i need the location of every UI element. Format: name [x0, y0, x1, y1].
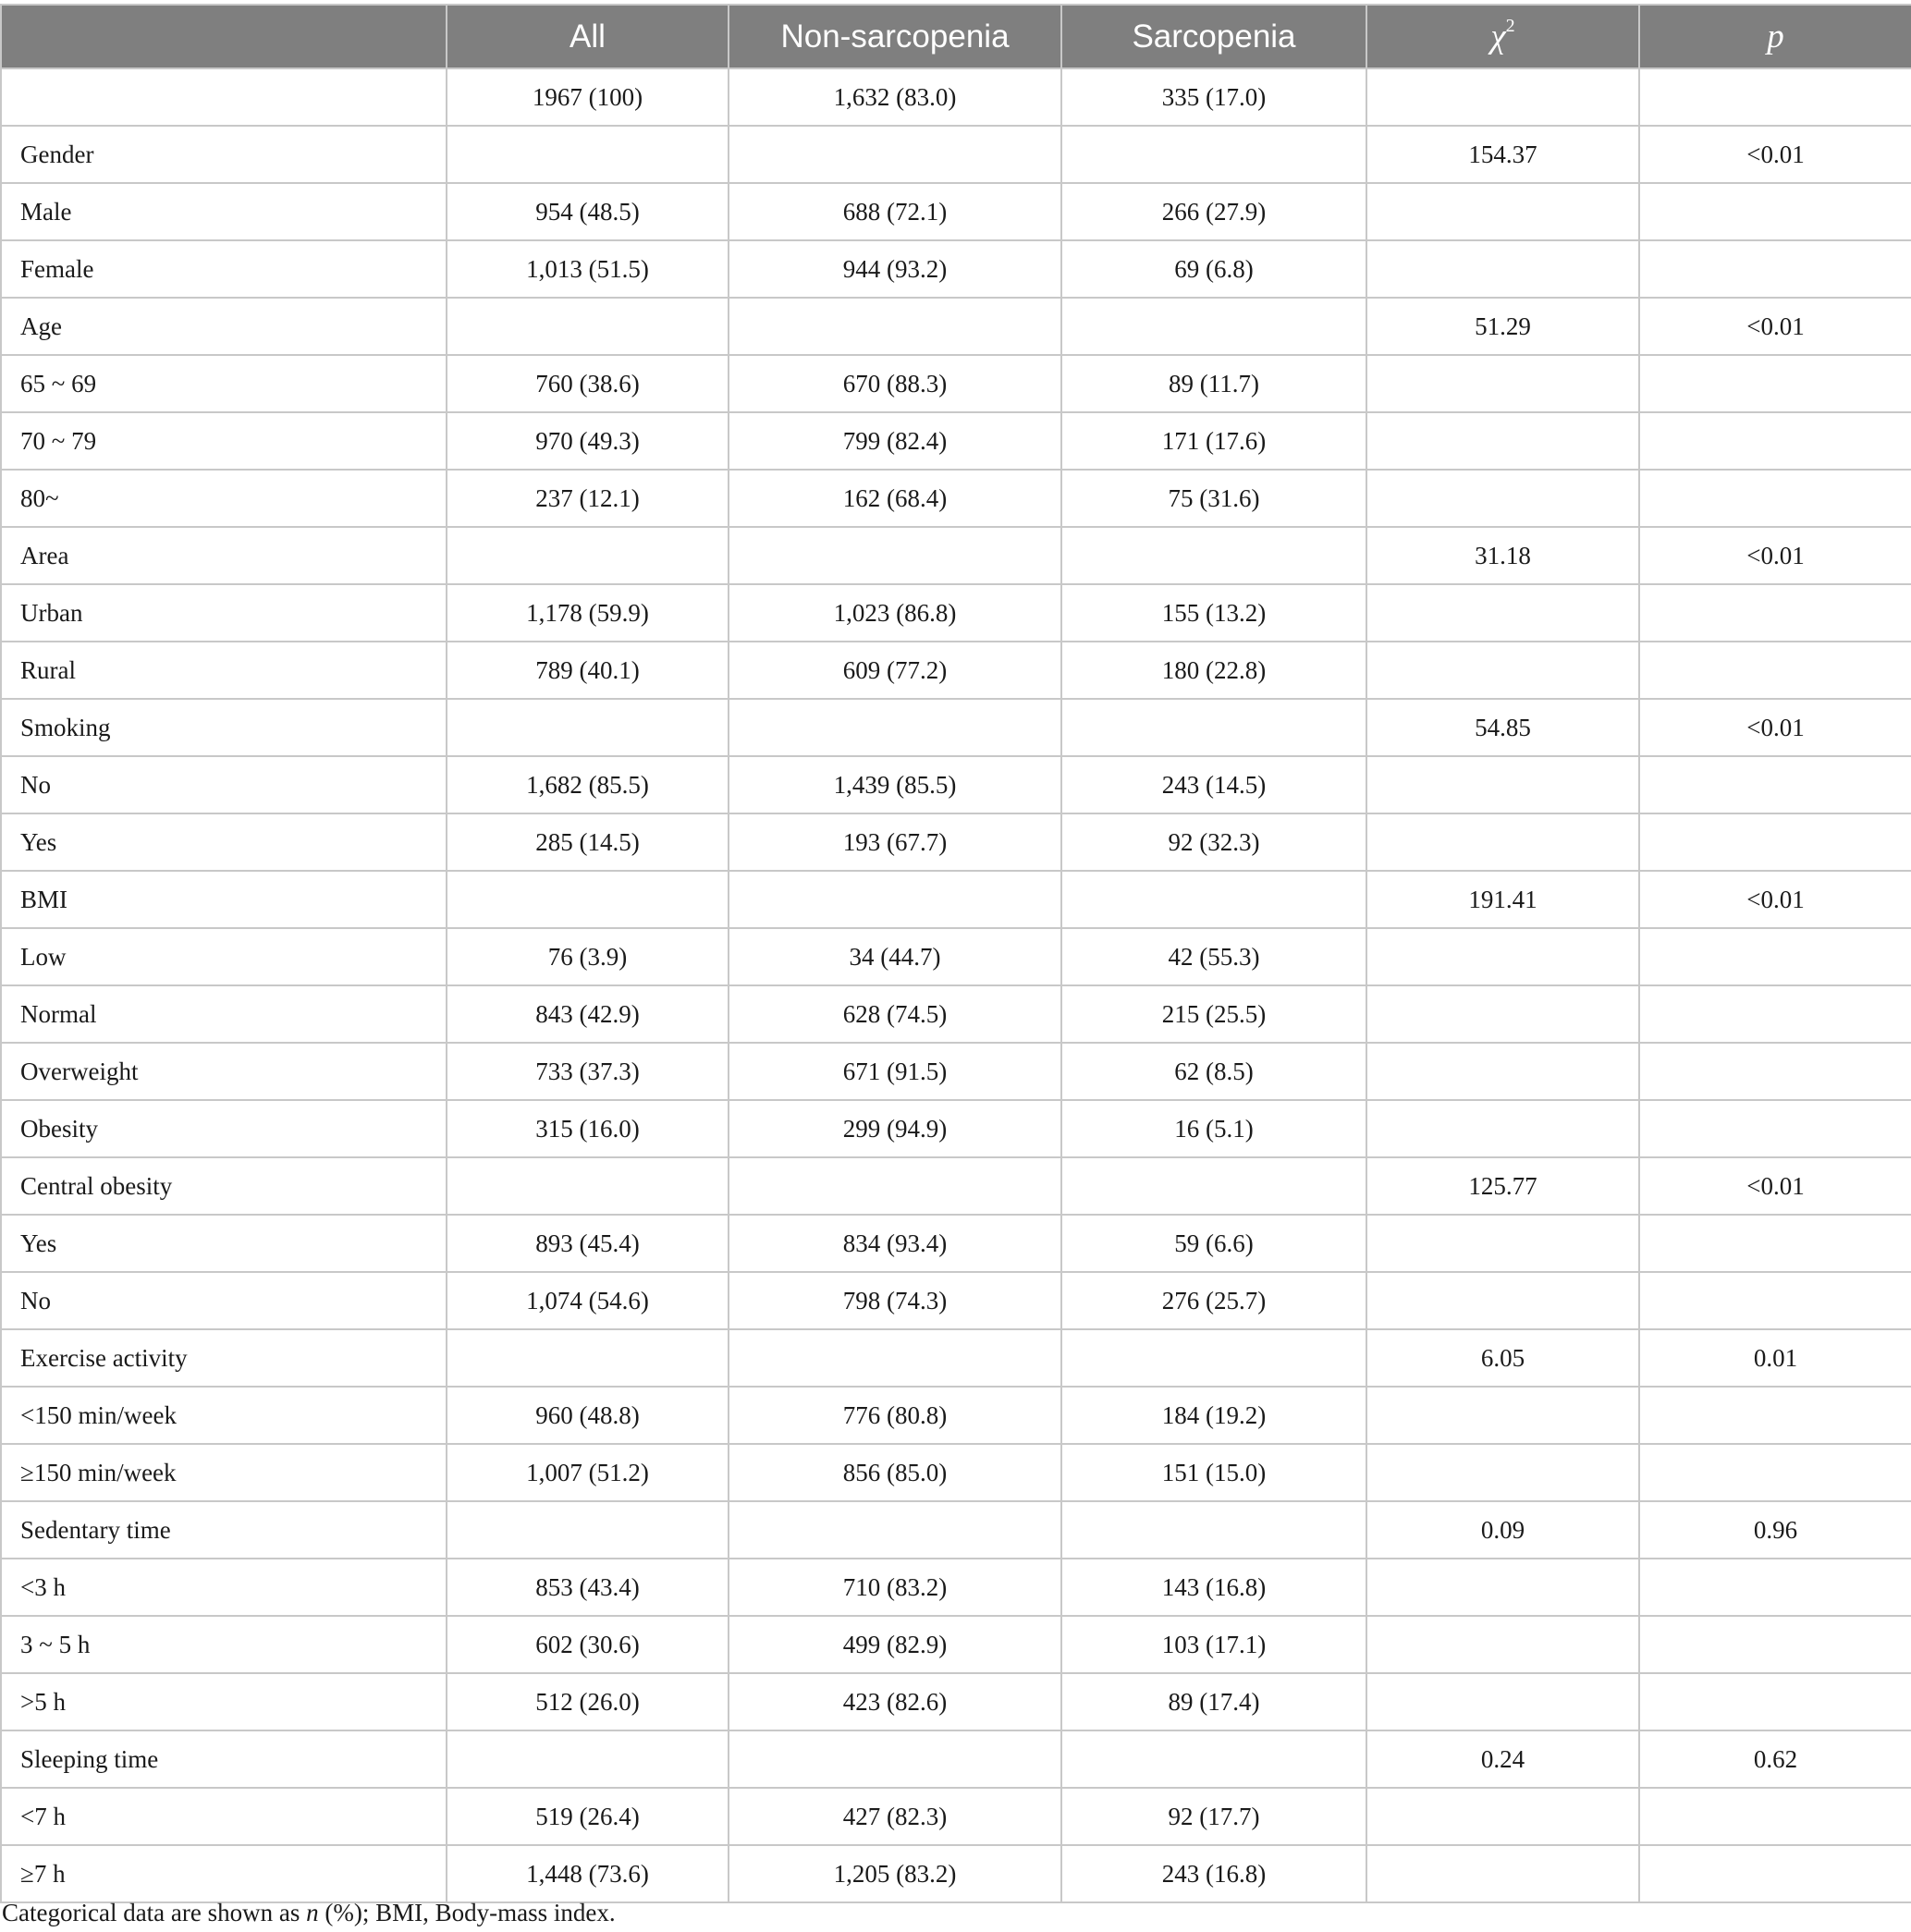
table-row — [1, 527, 1911, 584]
cell-sarcopenia — [1061, 527, 1366, 584]
cell-all: 1,448 (73.6) — [447, 1845, 729, 1902]
cell-chi-square — [1366, 412, 1639, 470]
row-label: Area — [1, 527, 447, 584]
header-sarcopenia: Sarcopenia — [1061, 5, 1366, 68]
cell-all: 1,074 (54.6) — [447, 1272, 729, 1329]
cell-non-sarcopenia — [729, 126, 1061, 183]
header-non-sarcopenia: Non-sarcopenia — [729, 5, 1061, 68]
cell-sarcopenia: 42 (55.3) — [1061, 928, 1366, 985]
table-row — [1, 642, 1911, 699]
cell-chi-square — [1366, 1616, 1639, 1673]
cell-p-value — [1639, 1673, 1911, 1730]
row-label: Yes — [1, 1215, 447, 1272]
cell-sarcopenia: 92 (17.7) — [1061, 1788, 1366, 1845]
cell-non-sarcopenia: 834 (93.4) — [729, 1215, 1061, 1272]
cell-sarcopenia: 184 (19.2) — [1061, 1387, 1366, 1444]
cell-non-sarcopenia: 162 (68.4) — [729, 470, 1061, 527]
cell-non-sarcopenia: 688 (72.1) — [729, 183, 1061, 240]
cell-chi-square — [1366, 584, 1639, 642]
cell-chi-square — [1366, 813, 1639, 871]
cell-non-sarcopenia: 499 (82.9) — [729, 1616, 1061, 1673]
cell-sarcopenia — [1061, 871, 1366, 928]
cell-p-value — [1639, 928, 1911, 985]
cell-sarcopenia: 75 (31.6) — [1061, 470, 1366, 527]
row-label: Low — [1, 928, 447, 985]
cell-non-sarcopenia: 34 (44.7) — [729, 928, 1061, 985]
cell-all: 1,682 (85.5) — [447, 756, 729, 813]
cell-all: 1,013 (51.5) — [447, 240, 729, 298]
table-row — [1, 813, 1911, 871]
cell-non-sarcopenia: 671 (91.5) — [729, 1043, 1061, 1100]
table-row — [1, 1043, 1911, 1100]
cell-non-sarcopenia: 193 (67.7) — [729, 813, 1061, 871]
cell-sarcopenia: 171 (17.6) — [1061, 412, 1366, 470]
table-row — [1, 1788, 1911, 1845]
cell-sarcopenia: 180 (22.8) — [1061, 642, 1366, 699]
cell-non-sarcopenia: 670 (88.3) — [729, 355, 1061, 412]
chi-superscript: 2 — [1505, 15, 1515, 36]
cell-all — [447, 1329, 729, 1387]
cell-sarcopenia: 89 (17.4) — [1061, 1673, 1366, 1730]
row-label: Normal — [1, 985, 447, 1043]
cell-p-value — [1639, 813, 1911, 871]
cell-p-value — [1639, 412, 1911, 470]
cell-chi-square — [1366, 1788, 1639, 1845]
cell-p-value — [1639, 183, 1911, 240]
cell-p-value: 0.62 — [1639, 1730, 1911, 1788]
cell-chi-square: 0.24 — [1366, 1730, 1639, 1788]
cell-all: 960 (48.8) — [447, 1387, 729, 1444]
cell-non-sarcopenia — [729, 527, 1061, 584]
cell-sarcopenia: 143 (16.8) — [1061, 1559, 1366, 1616]
row-label: Obesity — [1, 1100, 447, 1157]
cell-chi-square — [1366, 1043, 1639, 1100]
cell-all — [447, 298, 729, 355]
cell-p-value — [1639, 1100, 1911, 1157]
cell-sarcopenia: 69 (6.8) — [1061, 240, 1366, 298]
row-label: Central obesity — [1, 1157, 447, 1215]
cell-non-sarcopenia: 856 (85.0) — [729, 1444, 1061, 1501]
row-label: Yes — [1, 813, 447, 871]
cell-chi-square: 191.41 — [1366, 871, 1639, 928]
cell-p-value — [1639, 1559, 1911, 1616]
row-label: Female — [1, 240, 447, 298]
header-chi-square — [1366, 5, 1639, 68]
cell-chi-square — [1366, 1215, 1639, 1272]
cell-all: 893 (45.4) — [447, 1215, 729, 1272]
cell-chi-square: 6.05 — [1366, 1329, 1639, 1387]
cell-sarcopenia: 335 (17.0) — [1061, 68, 1366, 126]
cell-chi-square: 154.37 — [1366, 126, 1639, 183]
cell-all: 237 (12.1) — [447, 470, 729, 527]
cell-p-value: <0.01 — [1639, 1157, 1911, 1215]
table-row — [1, 1730, 1911, 1788]
cell-all — [447, 1501, 729, 1559]
row-label: BMI — [1, 871, 447, 928]
row-label: Male — [1, 183, 447, 240]
header-variable — [1, 5, 447, 68]
table-row — [1, 1100, 1911, 1157]
cell-chi-square: 0.09 — [1366, 1501, 1639, 1559]
cell-sarcopenia: 243 (14.5) — [1061, 756, 1366, 813]
cell-p-value — [1639, 1788, 1911, 1845]
cell-p-value — [1639, 642, 1911, 699]
cell-p-value — [1639, 1387, 1911, 1444]
cell-chi-square: 54.85 — [1366, 699, 1639, 756]
row-label: Urban — [1, 584, 447, 642]
footnote-n: n — [306, 1899, 319, 1926]
cell-sarcopenia: 89 (11.7) — [1061, 355, 1366, 412]
cell-non-sarcopenia — [729, 699, 1061, 756]
table-row — [1, 699, 1911, 756]
cell-chi-square — [1366, 355, 1639, 412]
table-row — [1, 1845, 1911, 1902]
sarcopenia-characteristics-table — [0, 4, 1911, 1903]
table-row — [1, 756, 1911, 813]
cell-sarcopenia — [1061, 126, 1366, 183]
row-label: 3 ~ 5 h — [1, 1616, 447, 1673]
cell-non-sarcopenia: 1,439 (85.5) — [729, 756, 1061, 813]
cell-sarcopenia — [1061, 1501, 1366, 1559]
row-label: Rural — [1, 642, 447, 699]
cell-p-value: <0.01 — [1639, 527, 1911, 584]
cell-non-sarcopenia: 799 (82.4) — [729, 412, 1061, 470]
table-row — [1, 1157, 1911, 1215]
row-label: <3 h — [1, 1559, 447, 1616]
cell-non-sarcopenia — [729, 1730, 1061, 1788]
cell-p-value: <0.01 — [1639, 126, 1911, 183]
table-row — [1, 68, 1911, 126]
cell-p-value: <0.01 — [1639, 298, 1911, 355]
cell-non-sarcopenia: 944 (93.2) — [729, 240, 1061, 298]
row-label: Age — [1, 298, 447, 355]
cell-non-sarcopenia: 710 (83.2) — [729, 1559, 1061, 1616]
cell-chi-square — [1366, 1845, 1639, 1902]
cell-chi-square — [1366, 240, 1639, 298]
table-row — [1, 871, 1911, 928]
table-row — [1, 470, 1911, 527]
cell-non-sarcopenia: 1,632 (83.0) — [729, 68, 1061, 126]
cell-sarcopenia: 276 (25.7) — [1061, 1272, 1366, 1329]
row-label: Gender — [1, 126, 447, 183]
table-row — [1, 1444, 1911, 1501]
cell-p-value — [1639, 1845, 1911, 1902]
row-label: Smoking — [1, 699, 447, 756]
table-row — [1, 1559, 1911, 1616]
cell-chi-square — [1366, 1444, 1639, 1501]
cell-all: 954 (48.5) — [447, 183, 729, 240]
footnote-after: (%); BMI, Body-mass index. — [318, 1899, 616, 1926]
row-label: ≥150 min/week — [1, 1444, 447, 1501]
cell-chi-square — [1366, 470, 1639, 527]
cell-all: 843 (42.9) — [447, 985, 729, 1043]
table-row — [1, 412, 1911, 470]
row-label: Sedentary time — [1, 1501, 447, 1559]
cell-all: 1,178 (59.9) — [447, 584, 729, 642]
row-label: Exercise activity — [1, 1329, 447, 1387]
cell-p-value — [1639, 756, 1911, 813]
cell-chi-square — [1366, 183, 1639, 240]
cell-all — [447, 527, 729, 584]
cell-non-sarcopenia — [729, 871, 1061, 928]
row-label: >5 h — [1, 1673, 447, 1730]
table-footnote — [2, 1899, 616, 1927]
table-row — [1, 584, 1911, 642]
cell-all — [447, 699, 729, 756]
cell-chi-square — [1366, 756, 1639, 813]
cell-all: 1,007 (51.2) — [447, 1444, 729, 1501]
table-row — [1, 1329, 1911, 1387]
table-row — [1, 298, 1911, 355]
cell-all: 285 (14.5) — [447, 813, 729, 871]
cell-p-value: 0.01 — [1639, 1329, 1911, 1387]
footnote-before: Categorical data are shown as — [2, 1899, 307, 1926]
cell-non-sarcopenia — [729, 1329, 1061, 1387]
row-label: No — [1, 1272, 447, 1329]
cell-sarcopenia: 243 (16.8) — [1061, 1845, 1366, 1902]
cell-chi-square — [1366, 642, 1639, 699]
cell-p-value — [1639, 1444, 1911, 1501]
cell-all: 970 (49.3) — [447, 412, 729, 470]
cell-p-value — [1639, 470, 1911, 527]
cell-non-sarcopenia — [729, 298, 1061, 355]
cell-non-sarcopenia: 427 (82.3) — [729, 1788, 1061, 1845]
cell-all — [447, 126, 729, 183]
cell-non-sarcopenia: 1,205 (83.2) — [729, 1845, 1061, 1902]
cell-sarcopenia: 92 (32.3) — [1061, 813, 1366, 871]
cell-sarcopenia — [1061, 1730, 1366, 1788]
cell-sarcopenia: 59 (6.6) — [1061, 1215, 1366, 1272]
cell-p-value: <0.01 — [1639, 871, 1911, 928]
cell-all: 519 (26.4) — [447, 1788, 729, 1845]
table-row — [1, 355, 1911, 412]
table-row — [1, 1387, 1911, 1444]
cell-sarcopenia: 103 (17.1) — [1061, 1616, 1366, 1673]
cell-all — [447, 1730, 729, 1788]
cell-sarcopenia: 16 (5.1) — [1061, 1100, 1366, 1157]
cell-p-value — [1639, 1272, 1911, 1329]
row-label: 80~ — [1, 470, 447, 527]
cell-p-value: 0.96 — [1639, 1501, 1911, 1559]
cell-sarcopenia — [1061, 298, 1366, 355]
cell-sarcopenia: 155 (13.2) — [1061, 584, 1366, 642]
cell-chi-square — [1366, 985, 1639, 1043]
row-label: ≥7 h — [1, 1845, 447, 1902]
cell-p-value — [1639, 355, 1911, 412]
cell-non-sarcopenia: 423 (82.6) — [729, 1673, 1061, 1730]
header-p-value: p — [1639, 5, 1911, 68]
row-label: 70 ~ 79 — [1, 412, 447, 470]
row-label — [1, 68, 447, 126]
cell-non-sarcopenia: 299 (94.9) — [729, 1100, 1061, 1157]
table-row — [1, 126, 1911, 183]
cell-all: 76 (3.9) — [447, 928, 729, 985]
table-container — [0, 4, 1911, 1903]
row-label: Sleeping time — [1, 1730, 447, 1788]
cell-all: 733 (37.3) — [447, 1043, 729, 1100]
cell-sarcopenia — [1061, 1329, 1366, 1387]
cell-sarcopenia: 151 (15.0) — [1061, 1444, 1366, 1501]
row-label: <150 min/week — [1, 1387, 447, 1444]
cell-non-sarcopenia: 609 (77.2) — [729, 642, 1061, 699]
cell-p-value — [1639, 240, 1911, 298]
cell-non-sarcopenia: 776 (80.8) — [729, 1387, 1061, 1444]
cell-all — [447, 871, 729, 928]
cell-chi-square — [1366, 928, 1639, 985]
cell-chi-square: 31.18 — [1366, 527, 1639, 584]
cell-sarcopenia: 266 (27.9) — [1061, 183, 1366, 240]
row-label: <7 h — [1, 1788, 447, 1845]
cell-sarcopenia — [1061, 1157, 1366, 1215]
row-label: Overweight — [1, 1043, 447, 1100]
cell-p-value — [1639, 584, 1911, 642]
cell-chi-square — [1366, 1673, 1639, 1730]
cell-p-value — [1639, 1215, 1911, 1272]
table-row — [1, 1272, 1911, 1329]
cell-all: 315 (16.0) — [447, 1100, 729, 1157]
cell-all: 602 (30.6) — [447, 1616, 729, 1673]
cell-all: 512 (26.0) — [447, 1673, 729, 1730]
cell-p-value: <0.01 — [1639, 699, 1911, 756]
cell-all: 853 (43.4) — [447, 1559, 729, 1616]
table-row — [1, 1501, 1911, 1559]
cell-chi-square — [1366, 1100, 1639, 1157]
table-row — [1, 1673, 1911, 1730]
table-row — [1, 985, 1911, 1043]
row-label: 65 ~ 69 — [1, 355, 447, 412]
cell-all: 789 (40.1) — [447, 642, 729, 699]
cell-non-sarcopenia — [729, 1501, 1061, 1559]
cell-p-value — [1639, 1043, 1911, 1100]
cell-p-value — [1639, 1616, 1911, 1673]
cell-p-value — [1639, 985, 1911, 1043]
cell-chi-square: 51.29 — [1366, 298, 1639, 355]
cell-non-sarcopenia: 628 (74.5) — [729, 985, 1061, 1043]
cell-all — [447, 1157, 729, 1215]
row-label: No — [1, 756, 447, 813]
cell-chi-square: 125.77 — [1366, 1157, 1639, 1215]
table-row — [1, 240, 1911, 298]
table-row — [1, 1616, 1911, 1673]
cell-sarcopenia: 215 (25.5) — [1061, 985, 1366, 1043]
cell-non-sarcopenia — [729, 1157, 1061, 1215]
cell-chi-square — [1366, 1387, 1639, 1444]
cell-non-sarcopenia: 1,023 (86.8) — [729, 584, 1061, 642]
cell-all: 760 (38.6) — [447, 355, 729, 412]
cell-sarcopenia: 62 (8.5) — [1061, 1043, 1366, 1100]
header-row — [1, 5, 1911, 68]
cell-p-value — [1639, 68, 1911, 126]
cell-all: 1967 (100) — [447, 68, 729, 126]
cell-sarcopenia — [1061, 699, 1366, 756]
header-all: All — [447, 5, 729, 68]
cell-chi-square — [1366, 1272, 1639, 1329]
cell-chi-square — [1366, 1559, 1639, 1616]
table-row — [1, 928, 1911, 985]
cell-chi-square — [1366, 68, 1639, 126]
table-body — [1, 68, 1911, 1902]
table-row — [1, 1215, 1911, 1272]
cell-non-sarcopenia: 798 (74.3) — [729, 1272, 1061, 1329]
chi-symbol: χ — [1490, 18, 1506, 55]
table-row — [1, 183, 1911, 240]
